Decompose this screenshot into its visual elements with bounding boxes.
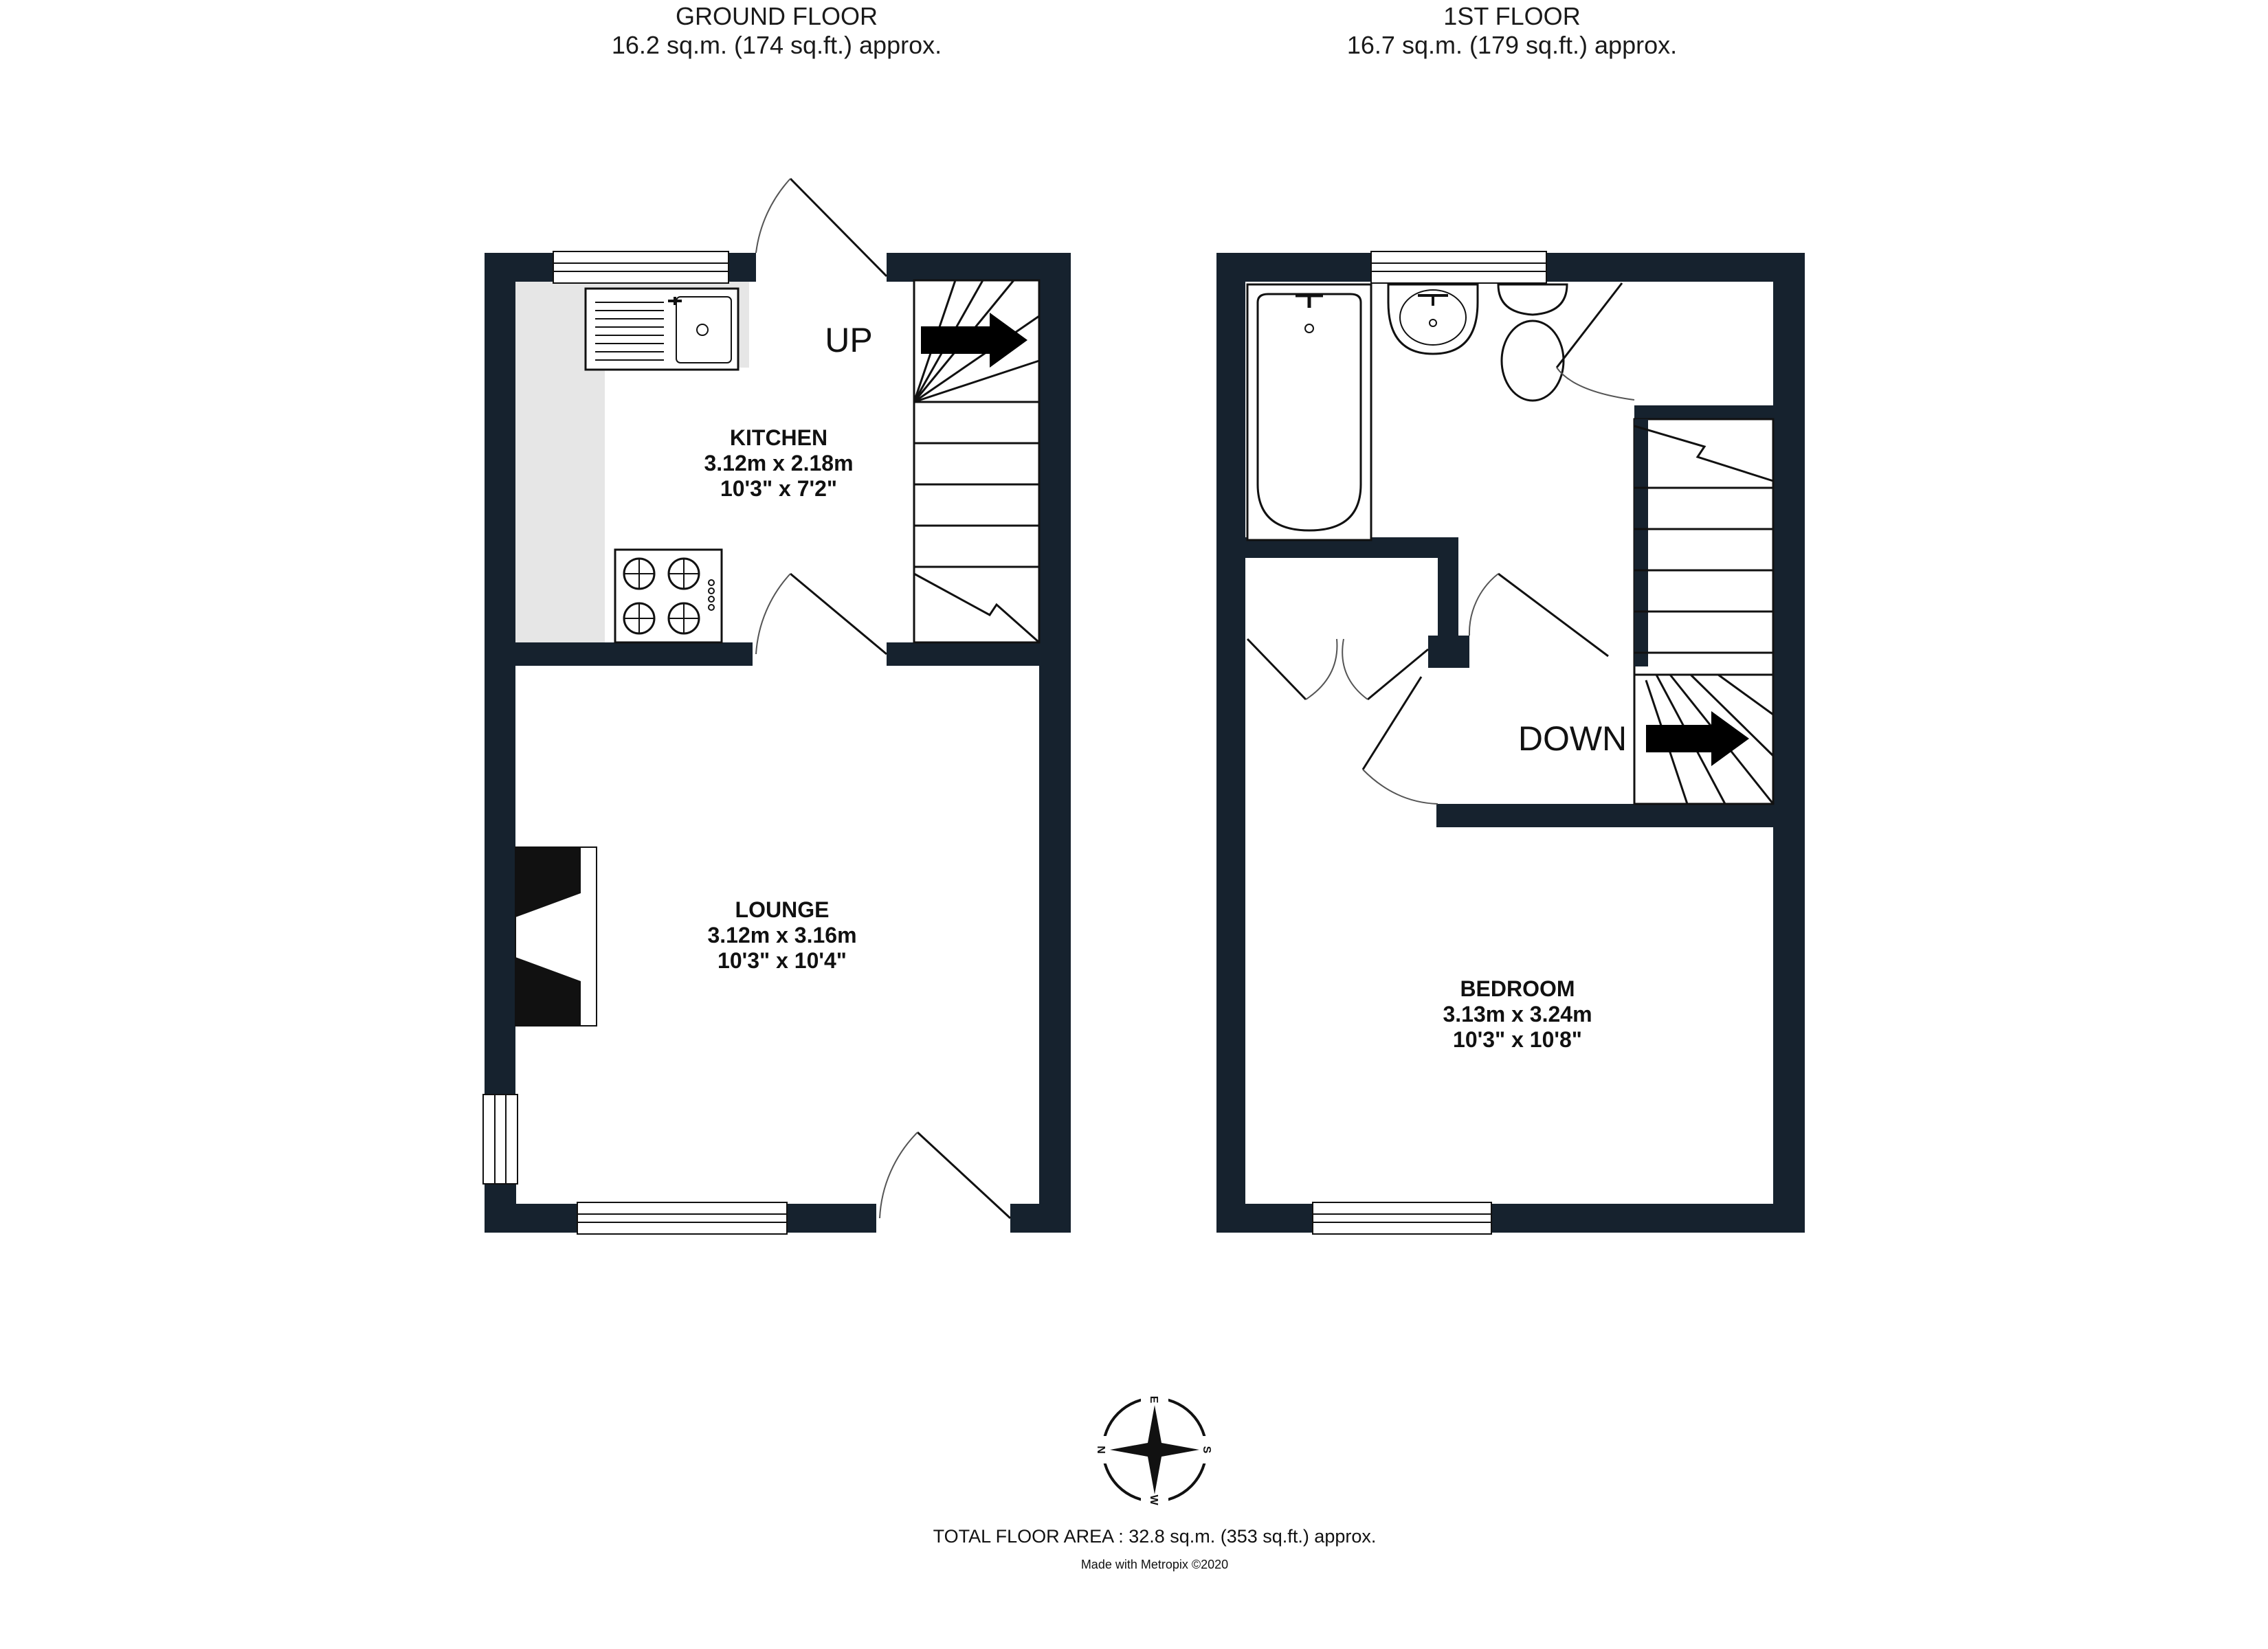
room-dimensions-metric: 3.13m x 3.24m <box>1443 1002 1592 1027</box>
first-floor-plan <box>1216 251 1805 1234</box>
compass-north-label: N <box>1095 1446 1107 1454</box>
room-dimensions-metric: 3.12m x 2.18m <box>704 451 854 475</box>
first-floor-area: 16.7 sq.m. (179 sq.ft.) approx. <box>1346 31 1678 59</box>
room-dimensions-imperial: 10'3" x 10'4" <box>718 948 847 973</box>
fireplace <box>515 847 597 1026</box>
first-floor-header <box>1347 2 1677 59</box>
compass-rose <box>1095 1395 1212 1505</box>
ground-floor-area: 16.2 sq.m. (174 sq.ft.) approx. <box>611 31 942 59</box>
room-name: LOUNGE <box>735 897 830 922</box>
front-door <box>880 1132 1010 1218</box>
first-floor-staircase <box>1634 419 1773 804</box>
compass-west-label: W <box>1148 1494 1159 1505</box>
bathroom-window <box>1371 251 1546 283</box>
kitchen-label <box>704 425 853 501</box>
ground-floor-header <box>612 2 942 59</box>
bath <box>1247 284 1371 540</box>
stairs-up-label: UP <box>825 321 873 359</box>
ground-floor-plan <box>483 179 1071 1234</box>
ground-floor-staircase <box>914 280 1039 642</box>
bedroom-window <box>1313 1202 1491 1234</box>
kitchen-hob <box>615 550 722 642</box>
room-dimensions-imperial: 10'3" x 7'2" <box>720 476 838 501</box>
kitchen-back-door <box>756 179 887 276</box>
compass-south-label: S <box>1201 1446 1212 1454</box>
room-dimensions-metric: 3.12m x 3.16m <box>707 923 857 947</box>
room-name: BEDROOM <box>1460 976 1575 1001</box>
kitchen-lounge-door <box>756 574 887 654</box>
lounge-side-window <box>483 1095 518 1184</box>
ground-floor-title: GROUND FLOOR <box>675 2 878 30</box>
cupboard-doors <box>1247 639 1428 699</box>
washbasin <box>1388 284 1478 354</box>
lounge-front-window <box>577 1202 787 1234</box>
credit-text: Made with Metropix ©2020 <box>1080 1558 1229 1571</box>
landing-bathroom-door <box>1469 574 1608 656</box>
room-name: KITCHEN <box>729 425 828 450</box>
kitchen-sink <box>586 289 738 370</box>
room-dimensions-imperial: 10'3" x 10'8" <box>1453 1027 1582 1052</box>
toilet <box>1498 284 1567 401</box>
bathroom-door <box>1557 283 1634 400</box>
kitchen-window <box>553 251 729 283</box>
total-floor-area: TOTAL FLOOR AREA : 32.8 sq.m. (353 sq.ft.) approx. <box>933 1526 1377 1547</box>
compass-east-label: E <box>1148 1395 1159 1404</box>
bedroom-label <box>1443 976 1592 1052</box>
lounge-label <box>707 897 856 973</box>
compass-star-icon <box>1110 1405 1199 1494</box>
stairs-down-label: DOWN <box>1517 719 1627 758</box>
bedroom-door <box>1363 677 1438 804</box>
first-floor-title: 1ST FLOOR <box>1443 2 1581 30</box>
